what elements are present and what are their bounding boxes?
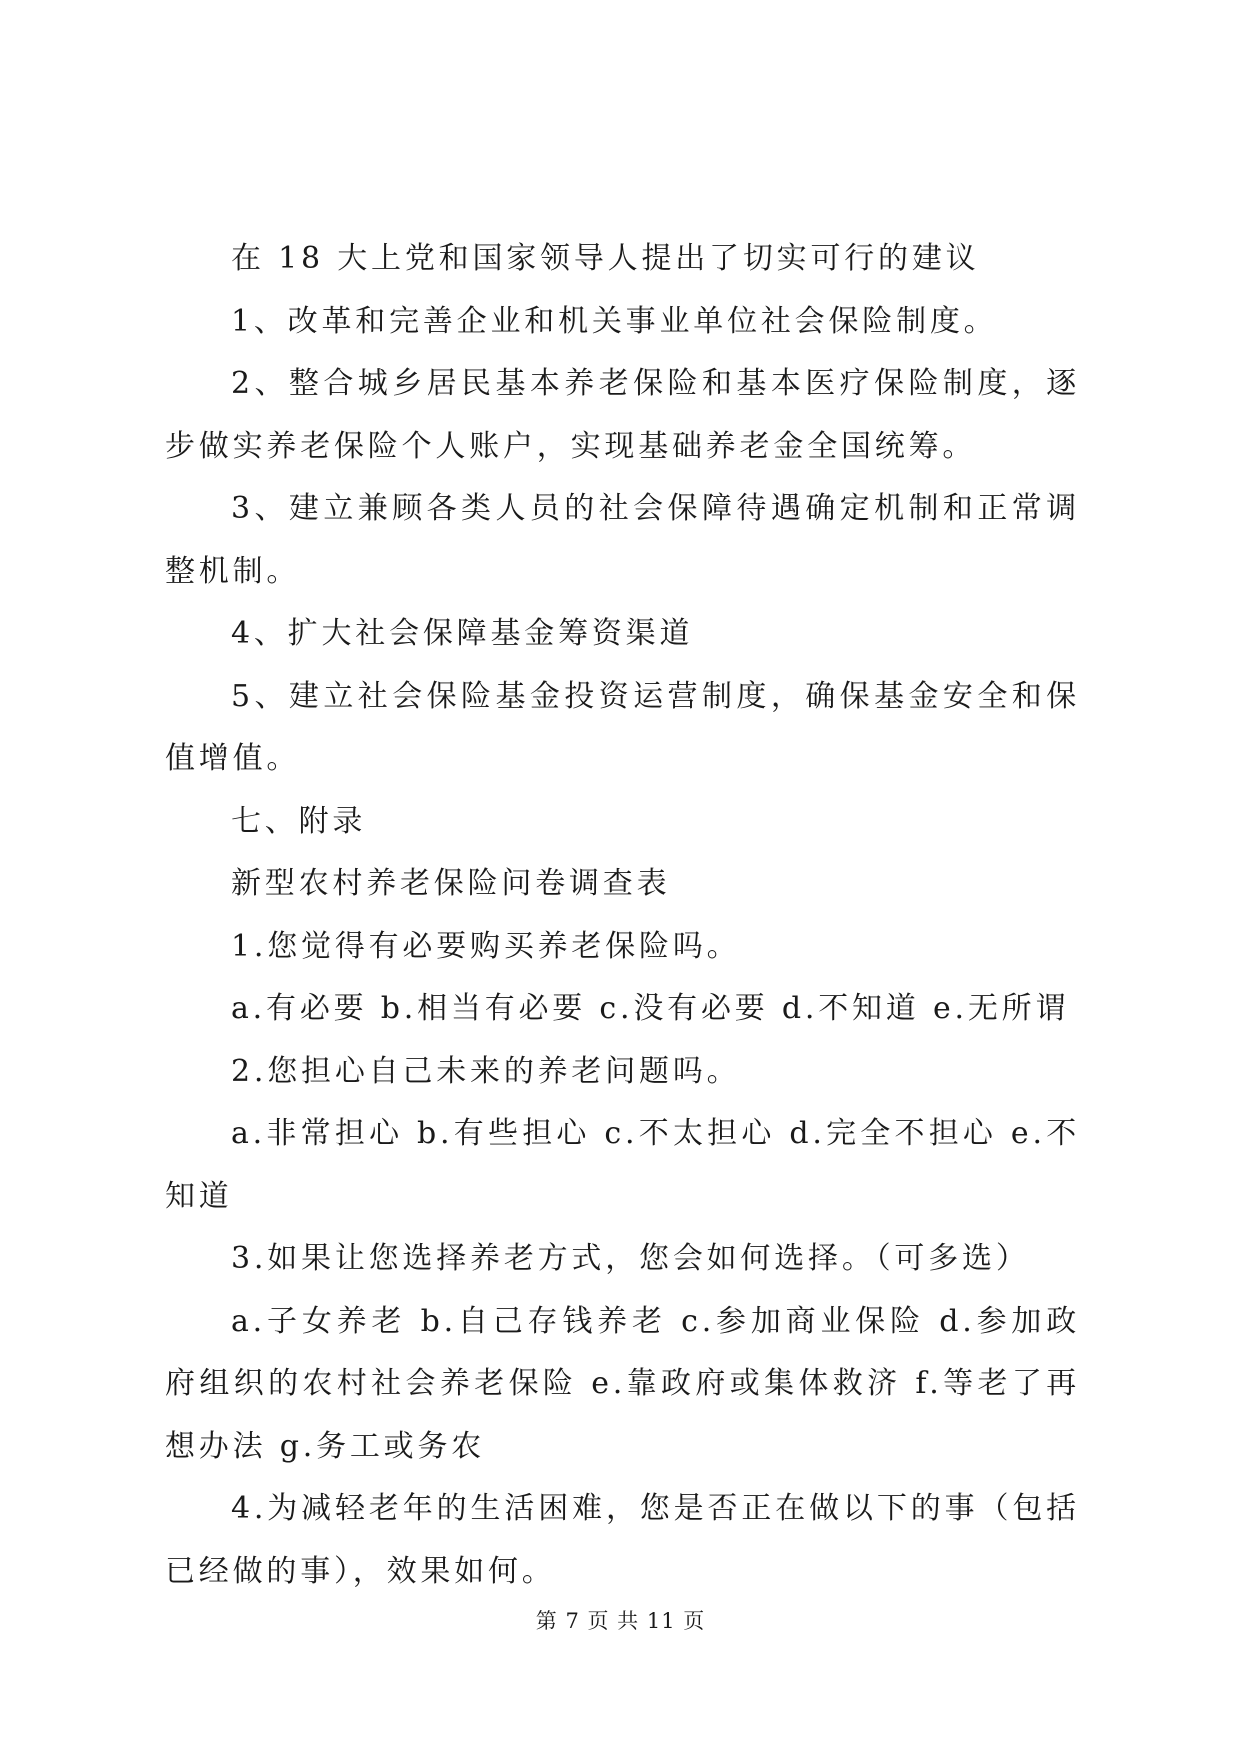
paragraph-item-4: 4、扩大社会保障基金筹资渠道 — [231, 616, 694, 651]
paragraph-item-3: 3、建立兼顾各类人员的社会保障待遇确定机制和正常调整机制。 — [165, 491, 1080, 589]
survey-question-4: 4.为减轻老年的生活困难，您是否正在做以下的事（包括已经做的事），效果如何。 — [165, 1491, 1080, 1589]
page-number-footer: 第 7 页 共 11 页 — [535, 1609, 706, 1633]
survey-question-3: 3.如果让您选择养老方式，您会如何选择。（可多选） — [231, 1241, 1030, 1276]
survey-question-1: 1.您觉得有必要购买养老保险吗。 — [231, 928, 741, 964]
paragraph-item-1: 1、改革和完善企业和机关事业单位社会保险制度。 — [231, 303, 998, 339]
paragraph-intro: 在 18 大上党和国家领导人提出了切实可行的建议 — [231, 241, 980, 276]
paragraph-item-5: 5、建立社会保险基金投资运营制度，确保基金安全和保值增值。 — [165, 678, 1080, 776]
survey-question-2: 2.您担心自己未来的养老问题吗。 — [231, 1053, 741, 1089]
survey-options-3: a.子女养老 b.自己存钱养老 c.参加商业保险 d.参加政府组织的农村社会养老保险 e.靠政府或集体救济 f.等老了再想办法 g.务工或务农 — [165, 1303, 1080, 1464]
document-body — [165, 228, 1080, 1603]
survey-title: 新型农村养老保险问卷调查表 — [231, 866, 671, 901]
paragraph-item-2: 2、整合城乡居民基本养老保险和基本医疗保险制度，逐步做实养老保险个人账户，实现基础养老金全国统筹。 — [165, 366, 1080, 464]
survey-options-1: a.有必要 b.相当有必要 c.没有必要 d.不知道 e.无所谓 — [231, 991, 1070, 1026]
section-heading-appendix: 七、附录 — [231, 803, 367, 839]
survey-options-2: a.非常担心 b.有些担心 c.不太担心 d.完全不担心 e.不知道 — [165, 1116, 1080, 1214]
